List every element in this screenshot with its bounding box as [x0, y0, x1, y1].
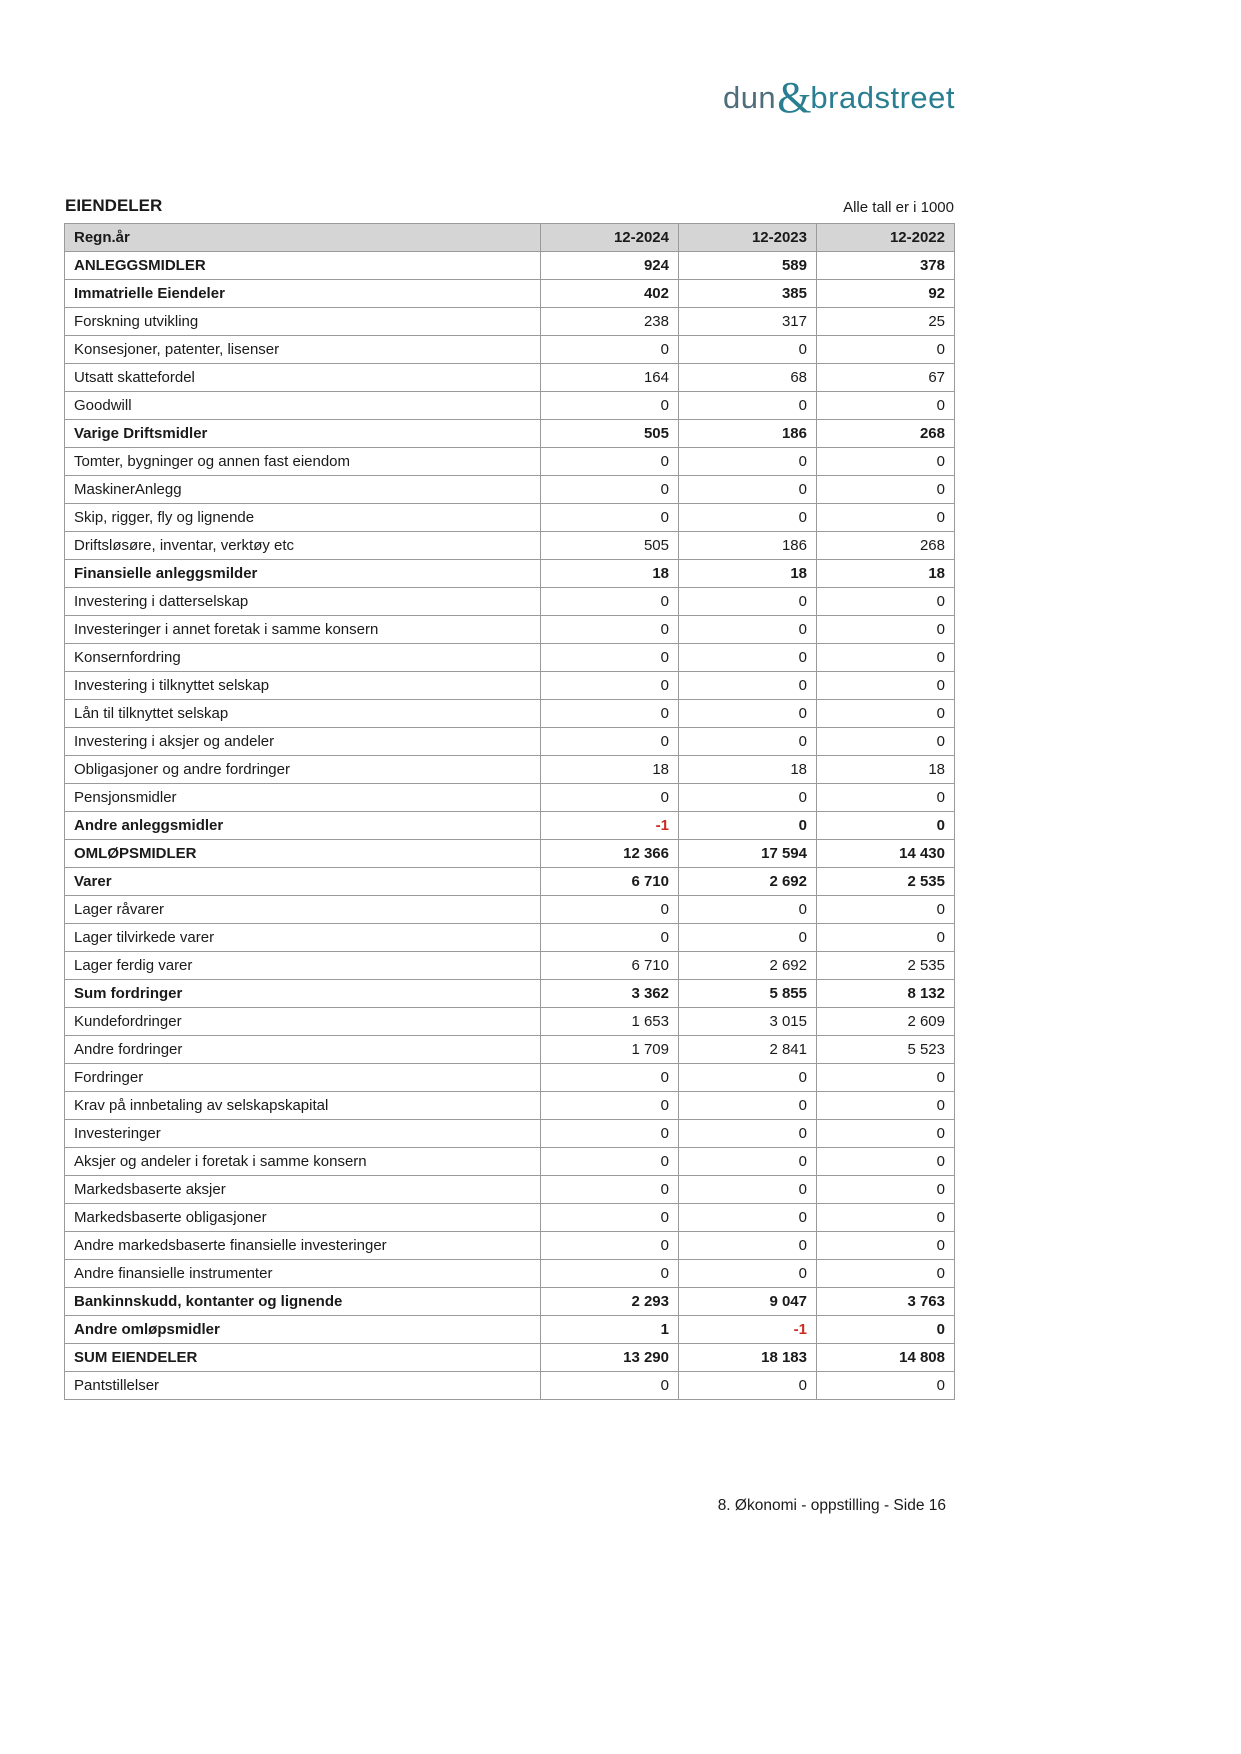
row-value: 402: [541, 280, 679, 308]
row-label: Pantstillelser: [65, 1372, 541, 1400]
row-value: 268: [817, 420, 955, 448]
row-value: 18 183: [679, 1344, 817, 1372]
table-caption-row: [64, 196, 955, 216]
row-value: 0: [541, 1176, 679, 1204]
row-value: 0: [817, 1064, 955, 1092]
row-value: 0: [817, 700, 955, 728]
row-value: 0: [679, 1092, 817, 1120]
row-value: 2 535: [817, 952, 955, 980]
row-label: Forskning utvikling: [65, 308, 541, 336]
row-label: Andre omløpsmidler: [65, 1316, 541, 1344]
row-value: 3 763: [817, 1288, 955, 1316]
row-value: 0: [541, 588, 679, 616]
row-label: Obligasjoner og andre fordringer: [65, 756, 541, 784]
row-value: 505: [541, 420, 679, 448]
table-row: [65, 560, 955, 588]
row-value: 0: [679, 812, 817, 840]
column-header-12-2024: 12-2024: [541, 224, 679, 252]
row-value: 0: [817, 644, 955, 672]
row-value: 0: [817, 1232, 955, 1260]
row-value: 0: [679, 924, 817, 952]
row-value: 238: [541, 308, 679, 336]
row-label: Skip, rigger, fly og lignende: [65, 504, 541, 532]
row-value: 0: [541, 1092, 679, 1120]
row-value: 0: [817, 1148, 955, 1176]
row-value: 0: [679, 672, 817, 700]
logo-text-dun: dun: [722, 80, 777, 115]
row-label: Lån til tilknyttet selskap: [65, 700, 541, 728]
row-label: Goodwill: [65, 392, 541, 420]
row-value: 0: [679, 644, 817, 672]
row-value: 0: [679, 1148, 817, 1176]
row-value: 1 709: [541, 1036, 679, 1064]
row-value: 14 808: [817, 1344, 955, 1372]
row-label: Andre markedsbaserte finansielle investeringer: [65, 1232, 541, 1260]
row-value: 2 535: [817, 868, 955, 896]
row-value: 2 692: [679, 952, 817, 980]
row-value: 0: [817, 784, 955, 812]
page-footer: 8. Økonomi - oppstilling - Side 16: [717, 1497, 946, 1514]
row-value: 0: [541, 700, 679, 728]
row-value: 2 841: [679, 1036, 817, 1064]
row-label: MaskinerAnlegg: [65, 476, 541, 504]
row-value: 67: [817, 364, 955, 392]
row-value: 0: [817, 728, 955, 756]
row-value: 0: [817, 1092, 955, 1120]
table-row: [65, 1176, 955, 1204]
table-row: [65, 672, 955, 700]
row-label: OMLØPSMIDLER: [65, 840, 541, 868]
row-value: 8 132: [817, 980, 955, 1008]
row-label: Lager tilvirkede varer: [65, 924, 541, 952]
column-header-12-2023: 12-2023: [679, 224, 817, 252]
table-row: [65, 756, 955, 784]
row-value: 186: [679, 420, 817, 448]
units-note: Alle tall er i 1000: [843, 199, 954, 216]
row-value: 1: [541, 1316, 679, 1344]
row-value: 0: [817, 476, 955, 504]
row-value: 0: [541, 1064, 679, 1092]
table-row: [65, 896, 955, 924]
row-value: 924: [541, 252, 679, 280]
row-value: 0: [541, 784, 679, 812]
row-value: 18: [679, 756, 817, 784]
row-label: Investering i tilknyttet selskap: [65, 672, 541, 700]
row-value: 385: [679, 280, 817, 308]
row-value: 0: [679, 784, 817, 812]
row-value: -1: [541, 812, 679, 840]
row-label: ANLEGGSMIDLER: [65, 252, 541, 280]
row-value: 92: [817, 280, 955, 308]
row-label: Konsesjoner, patenter, lisenser: [65, 336, 541, 364]
row-value: 0: [679, 1204, 817, 1232]
table-row: [65, 1316, 955, 1344]
table-row: [65, 644, 955, 672]
row-value: 0: [541, 336, 679, 364]
table-row: [65, 868, 955, 896]
table-row: [65, 532, 955, 560]
table-row: [65, 588, 955, 616]
row-label: Finansielle anleggsmilder: [65, 560, 541, 588]
logo-ampersand-icon: &: [777, 73, 812, 122]
row-value: 0: [679, 1260, 817, 1288]
row-value: 0: [817, 896, 955, 924]
row-value: 0: [679, 504, 817, 532]
table-row: [65, 1232, 955, 1260]
row-value: 0: [541, 644, 679, 672]
row-value: 0: [817, 672, 955, 700]
row-value: 0: [817, 616, 955, 644]
row-value: 0: [541, 1120, 679, 1148]
row-value: 589: [679, 252, 817, 280]
table-row: [65, 448, 955, 476]
row-value: 0: [541, 672, 679, 700]
row-label: Andre anleggsmidler: [65, 812, 541, 840]
table-row: [65, 392, 955, 420]
row-value: 0: [541, 728, 679, 756]
row-value: 2 692: [679, 868, 817, 896]
row-value: 0: [679, 1176, 817, 1204]
row-value: 0: [679, 700, 817, 728]
row-label: Aksjer og andeler i foretak i samme konsern: [65, 1148, 541, 1176]
row-value: 317: [679, 308, 817, 336]
row-value: 0: [817, 1260, 955, 1288]
row-value: 0: [679, 728, 817, 756]
row-value: 14 430: [817, 840, 955, 868]
row-value: 18: [541, 756, 679, 784]
table-row: [65, 784, 955, 812]
row-value: 0: [541, 1372, 679, 1400]
row-label: Bankinnskudd, kontanter og lignende: [65, 1288, 541, 1316]
row-value: 0: [541, 504, 679, 532]
row-label: Markedsbaserte aksjer: [65, 1176, 541, 1204]
table-row: [65, 1372, 955, 1400]
table-row: [65, 1036, 955, 1064]
row-value: 0: [679, 896, 817, 924]
row-label: Utsatt skattefordel: [65, 364, 541, 392]
dun-bradstreet-logo: [64, 68, 955, 122]
row-value: 0: [541, 448, 679, 476]
row-label: Lager ferdig varer: [65, 952, 541, 980]
table-row: [65, 1288, 955, 1316]
row-label: Investeringer: [65, 1120, 541, 1148]
table-row: [65, 1344, 955, 1372]
row-label: Investering i datterselskap: [65, 588, 541, 616]
table-row: [65, 1260, 955, 1288]
table-row: [65, 1148, 955, 1176]
table-row: [65, 420, 955, 448]
row-value: 0: [679, 476, 817, 504]
row-label: Andre fordringer: [65, 1036, 541, 1064]
row-label: Andre finansielle instrumenter: [65, 1260, 541, 1288]
row-value: 0: [679, 616, 817, 644]
row-label: Pensjonsmidler: [65, 784, 541, 812]
row-value: 0: [817, 336, 955, 364]
column-header-12-2022: 12-2022: [817, 224, 955, 252]
table-row: [65, 336, 955, 364]
row-value: 13 290: [541, 1344, 679, 1372]
row-label: Kundefordringer: [65, 1008, 541, 1036]
row-label: SUM EIENDELER: [65, 1344, 541, 1372]
row-value: 0: [679, 336, 817, 364]
row-label: Investeringer i annet foretak i samme konsern: [65, 616, 541, 644]
row-value: 0: [541, 476, 679, 504]
column-header-regnar: Regn.år: [65, 224, 541, 252]
logo-text-bradstreet: bradstreet: [810, 80, 955, 115]
row-value: 0: [817, 1316, 955, 1344]
row-value: 18: [817, 756, 955, 784]
table-row: [65, 728, 955, 756]
row-value: 3 362: [541, 980, 679, 1008]
row-value: 6 710: [541, 868, 679, 896]
row-label: Immatrielle Eiendeler: [65, 280, 541, 308]
row-value: 0: [541, 1232, 679, 1260]
row-value: 0: [817, 448, 955, 476]
row-value: 2 609: [817, 1008, 955, 1036]
section-title: EIENDELER: [65, 196, 163, 215]
row-value: 0: [541, 392, 679, 420]
row-value: 18: [817, 560, 955, 588]
row-value: 378: [817, 252, 955, 280]
row-value: 5 855: [679, 980, 817, 1008]
row-value: 186: [679, 532, 817, 560]
row-value: 0: [541, 896, 679, 924]
table-row: [65, 1120, 955, 1148]
row-value: 0: [817, 392, 955, 420]
table-row: [65, 1204, 955, 1232]
row-label: Driftsløsøre, inventar, verktøy etc: [65, 532, 541, 560]
row-value: 0: [541, 1204, 679, 1232]
table-row: [65, 840, 955, 868]
row-value: 0: [679, 392, 817, 420]
row-value: 18: [679, 560, 817, 588]
row-value: 0: [817, 1120, 955, 1148]
row-value: 0: [817, 924, 955, 952]
row-label: Investering i aksjer og andeler: [65, 728, 541, 756]
row-value: 12 366: [541, 840, 679, 868]
row-label: Lager råvarer: [65, 896, 541, 924]
row-value: 0: [817, 504, 955, 532]
row-value: -1: [679, 1316, 817, 1344]
row-value: 3 015: [679, 1008, 817, 1036]
row-label: Sum fordringer: [65, 980, 541, 1008]
row-value: 0: [541, 1148, 679, 1176]
row-value: 6 710: [541, 952, 679, 980]
row-value: 0: [541, 616, 679, 644]
table-row: [65, 924, 955, 952]
row-label: Fordringer: [65, 1064, 541, 1092]
table-row: [65, 1008, 955, 1036]
row-label: Markedsbaserte obligasjoner: [65, 1204, 541, 1232]
table-row: [65, 476, 955, 504]
row-label: Krav på innbetaling av selskapskapital: [65, 1092, 541, 1120]
row-value: 0: [679, 1232, 817, 1260]
row-value: 5 523: [817, 1036, 955, 1064]
table-row: [65, 952, 955, 980]
row-value: 0: [817, 1204, 955, 1232]
row-value: 25: [817, 308, 955, 336]
row-label: Varige Driftsmidler: [65, 420, 541, 448]
row-value: 0: [679, 1120, 817, 1148]
row-value: 68: [679, 364, 817, 392]
table-row: [65, 504, 955, 532]
table-row: [65, 252, 955, 280]
row-value: 9 047: [679, 1288, 817, 1316]
table-row: [65, 980, 955, 1008]
row-value: 0: [679, 588, 817, 616]
row-label: Varer: [65, 868, 541, 896]
table-row: [65, 1092, 955, 1120]
table-header-row: [65, 224, 955, 252]
table-row: [65, 812, 955, 840]
row-value: 0: [817, 1372, 955, 1400]
row-value: 164: [541, 364, 679, 392]
row-value: 0: [541, 1260, 679, 1288]
report-content: [64, 196, 955, 1400]
row-value: 0: [679, 1064, 817, 1092]
table-row: [65, 1064, 955, 1092]
row-value: 0: [817, 1176, 955, 1204]
table-row: [65, 616, 955, 644]
row-value: 1 653: [541, 1008, 679, 1036]
balance-sheet-table: [64, 223, 955, 1400]
row-value: 268: [817, 532, 955, 560]
row-value: 0: [541, 924, 679, 952]
row-value: 505: [541, 532, 679, 560]
row-value: 2 293: [541, 1288, 679, 1316]
table-row: [65, 700, 955, 728]
row-value: 0: [679, 448, 817, 476]
table-row: [65, 280, 955, 308]
row-value: 17 594: [679, 840, 817, 868]
table-row: [65, 364, 955, 392]
row-value: 0: [817, 812, 955, 840]
table-body: [65, 252, 955, 1400]
row-value: 18: [541, 560, 679, 588]
row-value: 0: [679, 1372, 817, 1400]
row-label: Konsernfordring: [65, 644, 541, 672]
table-row: [65, 308, 955, 336]
row-label: Tomter, bygninger og annen fast eiendom: [65, 448, 541, 476]
row-value: 0: [817, 588, 955, 616]
